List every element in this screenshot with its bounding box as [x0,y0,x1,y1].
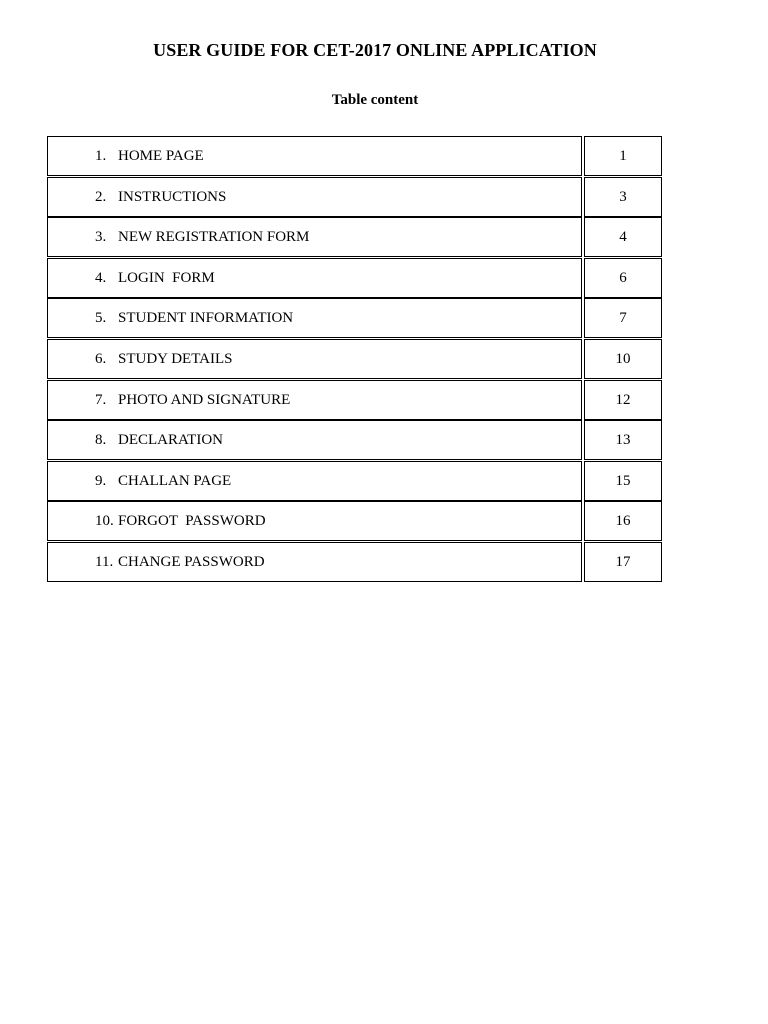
toc-row [47,461,662,502]
toc-entry-label: INSTRUCTIONS [118,188,227,205]
toc-row [47,177,662,218]
toc-entry-label: FORGOT PASSWORD [118,513,266,530]
toc-entry-label: NEW REGISTRATION FORM [118,229,310,246]
toc-entry-page-number: 10 [584,339,662,379]
toc-entry-label: STUDENT INFORMATION [118,310,294,327]
toc-entry-label: STUDY DETAILS [118,351,233,367]
toc-table [47,136,662,582]
toc-entry-number: 3. [95,229,107,246]
toc-entry-title-cell [47,177,582,217]
toc-row [47,380,662,421]
toc-entry-number: 10. [95,513,114,530]
toc-entry-number: 6. [95,351,107,367]
toc-entry-number: 5. [95,310,107,327]
toc-entry-number: 11. [95,554,114,570]
toc-entry-page-number: 7 [584,298,662,338]
toc-entry-number: 8. [95,432,107,449]
toc-row [47,501,662,542]
toc-entry-page-number: 3 [584,177,662,217]
toc-entry-number: 7. [95,391,107,408]
toc-row [47,136,662,177]
toc-entry-label: CHALLAN PAGE [118,472,232,489]
toc-heading: Table content [331,92,419,108]
toc-entry-title-cell [47,298,582,338]
toc-entry-title-cell [47,339,582,379]
toc-entry-title-cell [47,217,582,257]
toc-row [47,339,662,380]
toc-entry-page-number: 4 [584,217,662,257]
toc-entry-label: CHANGE PASSWORD [118,554,265,570]
toc-entry-label: PHOTO AND SIGNATURE [118,391,291,408]
toc-row [47,217,662,258]
toc-entry-title-cell [47,542,582,582]
toc-entry-title-cell [47,380,582,420]
document-title: USER GUIDE FOR CET-2017 ONLINE APPLICATION [153,40,597,60]
toc-row [47,298,662,339]
toc-entry-page-number: 6 [584,258,662,298]
toc-entry-page-number: 16 [584,501,662,541]
toc-row [47,542,662,583]
toc-entry-page-number: 17 [584,542,662,582]
toc-entry-label: LOGIN FORM [118,269,215,286]
toc-entry-label: HOME PAGE [118,148,204,164]
toc-entry-title-cell [47,420,582,460]
toc-entry-title-cell [47,501,582,541]
toc-entry-number: 4. [95,269,107,286]
toc-entry-title-cell [47,461,582,501]
toc-entry-page-number: 15 [584,461,662,501]
toc-row [47,420,662,461]
toc-entry-title-cell [47,258,582,298]
toc-entry-number: 2. [95,188,107,205]
toc-entry-page-number: 13 [584,420,662,460]
toc-entry-page-number: 1 [584,136,662,176]
toc-entry-number: 9. [95,472,107,489]
toc-entry-number: 1. [95,148,107,164]
toc-entry-title-cell [47,136,582,176]
toc-entry-label: DECLARATION [118,432,223,449]
toc-row [47,258,662,299]
toc-entry-page-number: 12 [584,380,662,420]
